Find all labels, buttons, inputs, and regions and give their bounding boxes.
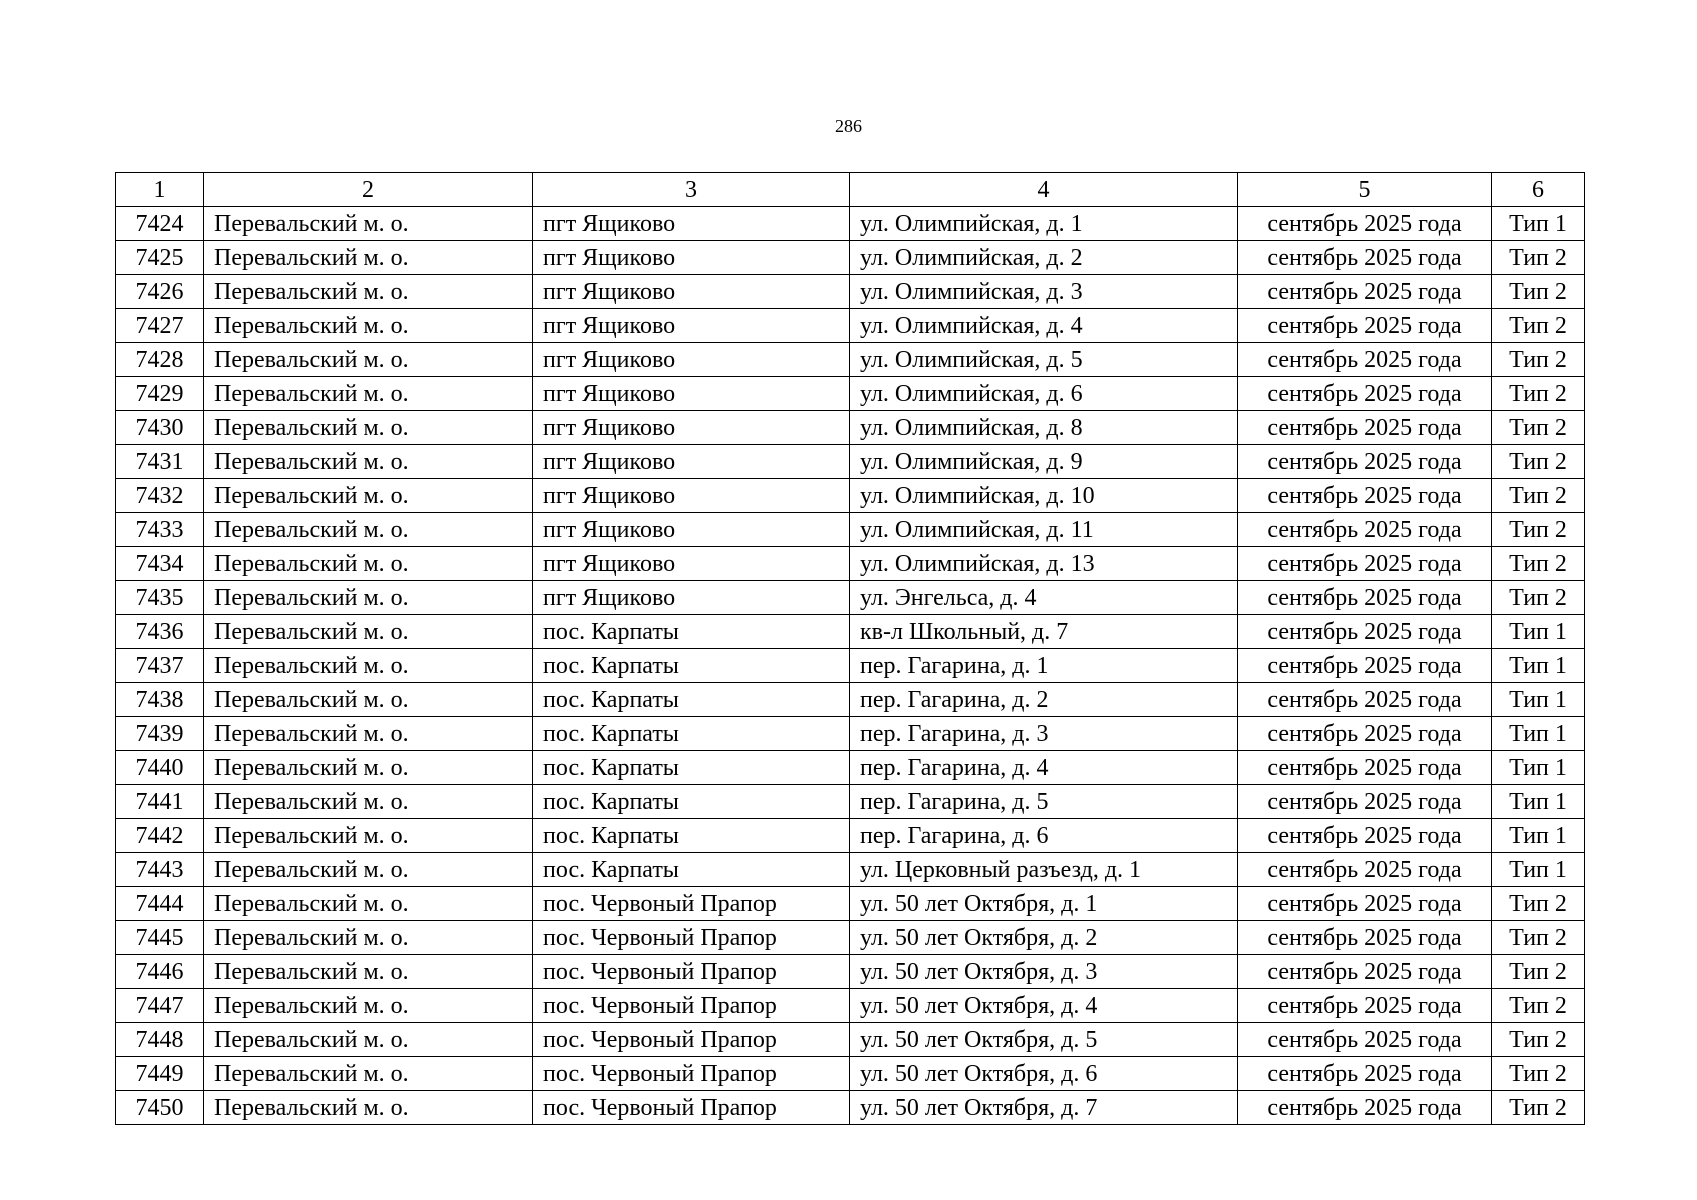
address-cell: пер. Гагарина, д. 4: [850, 751, 1238, 785]
locality-cell: пос. Карпаты: [533, 683, 850, 717]
address-cell: ул. 50 лет Октября, д. 7: [850, 1091, 1238, 1125]
locality-cell: пос. Червоный Прапор: [533, 921, 850, 955]
municipal-district-cell: Перевальский м. о.: [204, 241, 533, 275]
municipal-district-cell: Перевальский м. о.: [204, 853, 533, 887]
municipal-district-cell: Перевальский м. о.: [204, 751, 533, 785]
address-cell: ул. Олимпийская, д. 8: [850, 411, 1238, 445]
table-row: [116, 547, 1585, 581]
date-cell: сентябрь 2025 года: [1238, 241, 1492, 275]
row-number-cell: 7426: [116, 275, 204, 309]
locality-cell: пос. Карпаты: [533, 785, 850, 819]
address-cell: пер. Гагарина, д. 1: [850, 649, 1238, 683]
table-row: [116, 751, 1585, 785]
table-row: [116, 275, 1585, 309]
municipal-district-cell: Перевальский м. о.: [204, 955, 533, 989]
column-header: 2: [204, 173, 533, 207]
locality-cell: пос. Карпаты: [533, 751, 850, 785]
municipal-district-cell: Перевальский м. о.: [204, 887, 533, 921]
table-row: [116, 1057, 1585, 1091]
date-cell: сентябрь 2025 года: [1238, 479, 1492, 513]
row-number-cell: 7435: [116, 581, 204, 615]
row-number-cell: 7437: [116, 649, 204, 683]
address-cell: ул. Олимпийская, д. 1: [850, 207, 1238, 241]
locality-cell: пгт Ящиково: [533, 207, 850, 241]
column-header: 6: [1492, 173, 1585, 207]
table-row: [116, 207, 1585, 241]
type-cell: Тип 2: [1492, 309, 1585, 343]
table-body: [116, 207, 1585, 1125]
address-cell: ул. Олимпийская, д. 9: [850, 445, 1238, 479]
locality-cell: пос. Червоный Прапор: [533, 989, 850, 1023]
type-cell: Тип 1: [1492, 207, 1585, 241]
municipal-district-cell: Перевальский м. о.: [204, 411, 533, 445]
row-number-cell: 7424: [116, 207, 204, 241]
date-cell: сентябрь 2025 года: [1238, 785, 1492, 819]
municipal-district-cell: Перевальский м. о.: [204, 615, 533, 649]
type-cell: Тип 2: [1492, 547, 1585, 581]
date-cell: сентябрь 2025 года: [1238, 1023, 1492, 1057]
row-number-cell: 7440: [116, 751, 204, 785]
row-number-cell: 7442: [116, 819, 204, 853]
table-row: [116, 343, 1585, 377]
municipal-district-cell: Перевальский м. о.: [204, 989, 533, 1023]
row-number-cell: 7449: [116, 1057, 204, 1091]
locality-cell: пгт Ящиково: [533, 377, 850, 411]
date-cell: сентябрь 2025 года: [1238, 411, 1492, 445]
address-cell: ул. 50 лет Октября, д. 6: [850, 1057, 1238, 1091]
row-number-cell: 7438: [116, 683, 204, 717]
type-cell: Тип 1: [1492, 819, 1585, 853]
locality-cell: пос. Карпаты: [533, 853, 850, 887]
date-cell: сентябрь 2025 года: [1238, 275, 1492, 309]
locality-cell: пгт Ящиково: [533, 547, 850, 581]
address-cell: ул. Олимпийская, д. 5: [850, 343, 1238, 377]
type-cell: Тип 2: [1492, 1023, 1585, 1057]
table-row: [116, 445, 1585, 479]
type-cell: Тип 2: [1492, 343, 1585, 377]
table-row: [116, 309, 1585, 343]
type-cell: Тип 2: [1492, 241, 1585, 275]
row-number-cell: 7436: [116, 615, 204, 649]
type-cell: Тип 1: [1492, 751, 1585, 785]
municipal-district-cell: Перевальский м. о.: [204, 479, 533, 513]
locality-cell: пгт Ящиково: [533, 445, 850, 479]
table-row: [116, 717, 1585, 751]
type-cell: Тип 2: [1492, 921, 1585, 955]
date-cell: сентябрь 2025 года: [1238, 581, 1492, 615]
locality-cell: пгт Ящиково: [533, 479, 850, 513]
type-cell: Тип 2: [1492, 275, 1585, 309]
table-row: [116, 887, 1585, 921]
type-cell: Тип 2: [1492, 411, 1585, 445]
address-cell: пер. Гагарина, д. 6: [850, 819, 1238, 853]
address-cell: ул. 50 лет Октября, д. 5: [850, 1023, 1238, 1057]
date-cell: сентябрь 2025 года: [1238, 751, 1492, 785]
date-cell: сентябрь 2025 года: [1238, 547, 1492, 581]
table-header: [116, 173, 1585, 207]
row-number-cell: 7431: [116, 445, 204, 479]
locality-cell: пгт Ящиково: [533, 581, 850, 615]
type-cell: Тип 2: [1492, 989, 1585, 1023]
locality-cell: пгт Ящиково: [533, 275, 850, 309]
locality-cell: пгт Ящиково: [533, 343, 850, 377]
date-cell: сентябрь 2025 года: [1238, 989, 1492, 1023]
table-row: [116, 479, 1585, 513]
date-cell: сентябрь 2025 года: [1238, 853, 1492, 887]
table-row: [116, 411, 1585, 445]
address-cell: ул. 50 лет Октября, д. 4: [850, 989, 1238, 1023]
row-number-cell: 7446: [116, 955, 204, 989]
type-cell: Тип 2: [1492, 955, 1585, 989]
locality-cell: пос. Карпаты: [533, 717, 850, 751]
address-cell: ул. Олимпийская, д. 11: [850, 513, 1238, 547]
address-cell: ул. Олимпийская, д. 3: [850, 275, 1238, 309]
locality-cell: пос. Карпаты: [533, 649, 850, 683]
municipal-district-cell: Перевальский м. о.: [204, 785, 533, 819]
table-row: [116, 955, 1585, 989]
row-number-cell: 7432: [116, 479, 204, 513]
table-row: [116, 819, 1585, 853]
locality-cell: пос. Карпаты: [533, 615, 850, 649]
municipal-district-cell: Перевальский м. о.: [204, 513, 533, 547]
row-number-cell: 7434: [116, 547, 204, 581]
locality-cell: пгт Ящиково: [533, 309, 850, 343]
address-cell: ул. 50 лет Октября, д. 3: [850, 955, 1238, 989]
address-cell: ул. Энгельса, д. 4: [850, 581, 1238, 615]
row-number-cell: 7448: [116, 1023, 204, 1057]
address-cell: ул. Олимпийская, д. 13: [850, 547, 1238, 581]
header-row: [116, 173, 1585, 207]
date-cell: сентябрь 2025 года: [1238, 649, 1492, 683]
table-row: [116, 581, 1585, 615]
type-cell: Тип 1: [1492, 615, 1585, 649]
table-row: [116, 241, 1585, 275]
date-cell: сентябрь 2025 года: [1238, 377, 1492, 411]
date-cell: сентябрь 2025 года: [1238, 615, 1492, 649]
registry-table: [115, 172, 1585, 1125]
table-row: [116, 513, 1585, 547]
municipal-district-cell: Перевальский м. о.: [204, 275, 533, 309]
page-number: 286: [835, 116, 862, 136]
row-number-cell: 7439: [116, 717, 204, 751]
row-number-cell: 7430: [116, 411, 204, 445]
municipal-district-cell: Перевальский м. о.: [204, 649, 533, 683]
type-cell: Тип 2: [1492, 581, 1585, 615]
municipal-district-cell: Перевальский м. о.: [204, 547, 533, 581]
column-header: 3: [533, 173, 850, 207]
locality-cell: пгт Ящиково: [533, 241, 850, 275]
date-cell: сентябрь 2025 года: [1238, 513, 1492, 547]
address-cell: ул. 50 лет Октября, д. 1: [850, 887, 1238, 921]
municipal-district-cell: Перевальский м. о.: [204, 377, 533, 411]
locality-cell: пос. Червоный Прапор: [533, 955, 850, 989]
address-cell: пер. Гагарина, д. 5: [850, 785, 1238, 819]
address-cell: ул. 50 лет Октября, д. 2: [850, 921, 1238, 955]
type-cell: Тип 2: [1492, 377, 1585, 411]
locality-cell: пос. Карпаты: [533, 819, 850, 853]
date-cell: сентябрь 2025 года: [1238, 717, 1492, 751]
column-header: 4: [850, 173, 1238, 207]
type-cell: Тип 2: [1492, 887, 1585, 921]
type-cell: Тип 2: [1492, 513, 1585, 547]
locality-cell: пгт Ящиково: [533, 411, 850, 445]
table-row: [116, 649, 1585, 683]
row-number-cell: 7444: [116, 887, 204, 921]
date-cell: сентябрь 2025 года: [1238, 683, 1492, 717]
row-number-cell: 7433: [116, 513, 204, 547]
row-number-cell: 7425: [116, 241, 204, 275]
column-header: 1: [116, 173, 204, 207]
municipal-district-cell: Перевальский м. о.: [204, 1023, 533, 1057]
type-cell: Тип 1: [1492, 853, 1585, 887]
municipal-district-cell: Перевальский м. о.: [204, 207, 533, 241]
table-row: [116, 377, 1585, 411]
date-cell: сентябрь 2025 года: [1238, 309, 1492, 343]
date-cell: сентябрь 2025 года: [1238, 207, 1492, 241]
table-row: [116, 921, 1585, 955]
date-cell: сентябрь 2025 года: [1238, 343, 1492, 377]
type-cell: Тип 1: [1492, 649, 1585, 683]
type-cell: Тип 2: [1492, 1057, 1585, 1091]
date-cell: сентябрь 2025 года: [1238, 921, 1492, 955]
table-row: [116, 1023, 1585, 1057]
address-cell: кв-л Школьный, д. 7: [850, 615, 1238, 649]
locality-cell: пос. Червоный Прапор: [533, 1023, 850, 1057]
municipal-district-cell: Перевальский м. о.: [204, 1091, 533, 1125]
type-cell: Тип 2: [1492, 1091, 1585, 1125]
locality-cell: пгт Ящиково: [533, 513, 850, 547]
table-row: [116, 989, 1585, 1023]
row-number-cell: 7445: [116, 921, 204, 955]
address-cell: ул. Олимпийская, д. 6: [850, 377, 1238, 411]
type-cell: Тип 1: [1492, 785, 1585, 819]
row-number-cell: 7443: [116, 853, 204, 887]
table-row: [116, 785, 1585, 819]
municipal-district-cell: Перевальский м. о.: [204, 921, 533, 955]
column-header: 5: [1238, 173, 1492, 207]
row-number-cell: 7447: [116, 989, 204, 1023]
address-cell: пер. Гагарина, д. 2: [850, 683, 1238, 717]
address-cell: ул. Олимпийская, д. 10: [850, 479, 1238, 513]
address-cell: ул. Церковный разъезд, д. 1: [850, 853, 1238, 887]
table-row: [116, 853, 1585, 887]
municipal-district-cell: Перевальский м. о.: [204, 445, 533, 479]
date-cell: сентябрь 2025 года: [1238, 819, 1492, 853]
row-number-cell: 7429: [116, 377, 204, 411]
municipal-district-cell: Перевальский м. о.: [204, 581, 533, 615]
address-cell: пер. Гагарина, д. 3: [850, 717, 1238, 751]
date-cell: сентябрь 2025 года: [1238, 887, 1492, 921]
municipal-district-cell: Перевальский м. о.: [204, 819, 533, 853]
locality-cell: пос. Червоный Прапор: [533, 887, 850, 921]
table-row: [116, 615, 1585, 649]
municipal-district-cell: Перевальский м. о.: [204, 343, 533, 377]
row-number-cell: 7441: [116, 785, 204, 819]
type-cell: Тип 2: [1492, 445, 1585, 479]
row-number-cell: 7428: [116, 343, 204, 377]
municipal-district-cell: Перевальский м. о.: [204, 309, 533, 343]
date-cell: сентябрь 2025 года: [1238, 445, 1492, 479]
municipal-district-cell: Перевальский м. о.: [204, 1057, 533, 1091]
row-number-cell: 7450: [116, 1091, 204, 1125]
locality-cell: пос. Червоный Прапор: [533, 1091, 850, 1125]
address-cell: ул. Олимпийская, д. 4: [850, 309, 1238, 343]
row-number-cell: 7427: [116, 309, 204, 343]
type-cell: Тип 1: [1492, 683, 1585, 717]
type-cell: Тип 2: [1492, 479, 1585, 513]
table-row: [116, 1091, 1585, 1125]
municipal-district-cell: Перевальский м. о.: [204, 683, 533, 717]
date-cell: сентябрь 2025 года: [1238, 1057, 1492, 1091]
table-row: [116, 683, 1585, 717]
type-cell: Тип 1: [1492, 717, 1585, 751]
date-cell: сентябрь 2025 года: [1238, 955, 1492, 989]
locality-cell: пос. Червоный Прапор: [533, 1057, 850, 1091]
date-cell: сентябрь 2025 года: [1238, 1091, 1492, 1125]
address-cell: ул. Олимпийская, д. 2: [850, 241, 1238, 275]
municipal-district-cell: Перевальский м. о.: [204, 717, 533, 751]
